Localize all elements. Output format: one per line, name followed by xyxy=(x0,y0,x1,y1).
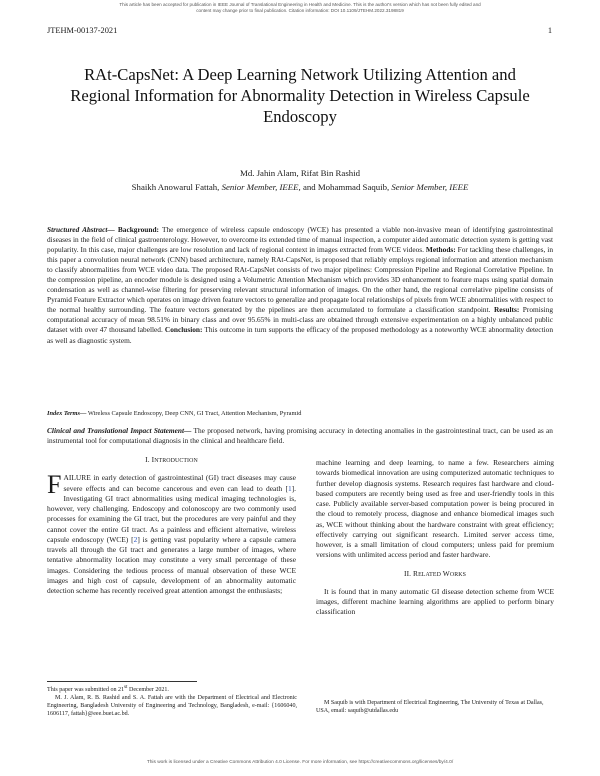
intro-text-a: AILURE in early detection of gastrointestinal (GI) tract diseases may cause severe effects and can become cancerous and even can lead to death [ xyxy=(63,473,296,493)
submission-text: This paper was submitted on 21 xyxy=(47,687,125,694)
intro-text-b: ]. Investigating GI tract abnormalities using medical imaging technologies is, however, very challenging. Endoscopy and colonoscopy are two commonly used processes for examining the GI tract, but the procedures are very painful and they cannot cover the entire GI tract. As a painless and efficient alternative, wireless capsule endoscopy (WCE) [ xyxy=(47,483,296,544)
index-terms-label: Index Terms— xyxy=(47,410,87,417)
authors-line-1: Md. Jahin Alam, Rifat Bin Rashid xyxy=(240,168,360,178)
authors-line-2 xyxy=(40,180,560,194)
footnote-submission xyxy=(47,684,297,695)
methods-label: Methods: xyxy=(425,245,456,255)
background-label: Background: xyxy=(117,225,159,234)
index-terms xyxy=(47,409,553,418)
heading-initial: I xyxy=(151,455,155,464)
notice-line-1: This article has been accepted for publication in IEEE Journal of Translational Engineering in Health and Medicine. This is the author's version which has not been fully edited and xyxy=(119,2,481,7)
impact-statement xyxy=(47,426,553,446)
impact-statement-text: The proposed network, having promising accuracy in detecting anomalies in the gastrointestinal tract, can be used as an instrumental tool for computational diagnosis in the clinical and healthcare field. xyxy=(47,426,553,445)
heading-initial-2: W xyxy=(442,568,450,578)
author-role-1: Senior Member, IEEE, xyxy=(221,182,301,192)
results-label: Results: xyxy=(493,305,520,315)
drop-cap: F xyxy=(47,470,62,500)
column-right xyxy=(316,458,554,618)
page-number: 1 xyxy=(547,26,552,35)
manuscript-id: JTEHM-00137-2021 xyxy=(47,26,118,35)
intro-continued: machine learning and deep learning, to name a few. Researchers aiming towards biomedical innovation are using computerized automatic techniques to further develop diagnosis systems. Research requires fast hardware and cloud-based computers are recently being used as free and user-friendly tools in this case. Publicly available server-based computation power is being procured in the cloud to remotely process, diagnose and enhance biomedical images such as, WCE without thinking about the hardware constraint with great efficiency; effectively carrying out significant research. Limited server access time, however, is a small limitation of cloud computers; unless paid for premium versions with unlimited access period and faster hardware. xyxy=(316,458,554,560)
heading-rest: NTRODUCTION xyxy=(154,458,198,464)
conclusion-label: Conclusion: xyxy=(164,325,203,335)
abstract-label: Structured Abstract— xyxy=(47,225,115,234)
section-number: II. xyxy=(404,568,412,578)
section-number: I. xyxy=(145,455,150,464)
notice-line-2: content may change prior to final publication. Citation information: DOI 10.1109/JTEHM.2022.3198819 xyxy=(196,8,404,14)
author-role-2: Senior Member, IEEE xyxy=(391,182,469,192)
methods-text: For tackling these challenges, in this paper a convolution neural network (CNN) based architecture, namely RAt-CapsNet, is proposed that reliably employs regional information and attention mechanism to classify abnormalities from WCE video data. The proposed RAt-CapsNet consists of two major pipelines: Compression Pipeline and Regional Correlative Pipeline. In the compression pipeline, an encoder module is designed using a Volumetric Attention Mechanism which provides 3D enhancement to feature maps using spatial domain condensation as well as channel-wise filtering for preserving relevant structural information of images. On the other hand, the regional correlative pipeline consists of Pyramid Feature Extractor which operates on image driven feature vectors to generalize and propagate local relationships of pixels from WCE abnormalities with respect to the normal healthy surrounding. The feature vectors generated by the pipelines are then accumulated to formulate a classification standpoint. xyxy=(47,245,553,315)
footnote-divider xyxy=(47,681,197,682)
author-fattah: Shaikh Anowarul Fattah, xyxy=(131,182,220,192)
heading-rest: ELATED xyxy=(418,571,441,578)
footnote-left xyxy=(47,684,297,719)
index-terms-text: Wireless Capsule Endoscopy, Deep CNN, GI Tract, Attention Mechanism, Pyramid xyxy=(87,410,302,417)
citation-link-1[interactable]: 1 xyxy=(287,483,292,493)
author-block xyxy=(40,166,560,194)
section-heading-introduction xyxy=(47,455,296,466)
heading-rest-2: ORKS xyxy=(449,571,466,578)
author-saquib: and Mohammad Saquib, xyxy=(302,182,390,192)
footnote-affiliation: M. J. Alam, R. B. Rashid and S. A. Fattah are with the Department of Electrical and Electronic Engineering, Bangladesh University of Engineering and Technology, Bangladesh, e-mail: {1606040, 1606117, fattah}@eee.buet.ac.bd. xyxy=(47,694,297,717)
footnote-right: M Saquib is with Department of Electrical Engineering, The University of Texas at Dallas, USA, email: saquib@utdallas.edu xyxy=(316,700,544,714)
heading-initial: R xyxy=(413,568,419,578)
background-text: The emergence of wireless capsule endoscopy (WCE) has presented a viable non-invasive mean of identifying gastrointestinal diseases in the field of clinical gastroenterology. However, to overcome its extended time of manual inspection, a computer aided automatic detection system is getting vast popularity. In this case, major challenges are low resolution and lack of regional context in images extracted from WCE videos. xyxy=(47,225,553,255)
paper-title: RAt-CapsNet: A Deep Learning Network Utilizing Attention and Regional Information for Abnormality Detection in Wireless Capsule Endoscopy xyxy=(70,65,530,126)
conclusion-text: This outcome in turn supports the efficacy of the proposed methodology as a noteworthy WCE abnormality detection as well as diagnostic system. xyxy=(47,325,553,345)
intro-paragraph xyxy=(47,470,296,596)
submission-date: December 2021. xyxy=(128,687,169,694)
submission-sup: st xyxy=(124,685,128,690)
results-text: Promising computational accuracy of mean 98.51% in binary class and over 95.65% in multi-class are obtained through extensive experimentation on a highly unbalanced public dataset with over 47 thousand labelled. xyxy=(47,305,553,335)
publication-notice xyxy=(0,2,600,14)
license-notice: This work is licensed under a Creative Commons Attribution 4.0 License. For more information, see https://creativecommons.org/licenses/by/4.0/ xyxy=(146,760,454,765)
intro-text-c: ] is getting vast popularity where a capsule camera travels all through the GI tract and generates a large number of images, where tentative abnormality location may constitute a very small percentage of these images. Considering the tedious process of manual observation of these WCE images and high cost of capsule, development of an abnormality automatic detection scheme has recently received great attention amongst the enthusiasts; xyxy=(47,534,296,595)
structured-abstract xyxy=(47,225,553,346)
column-left xyxy=(47,455,296,596)
impact-statement-label: Clinical and Translational Impact Statement— xyxy=(47,426,192,435)
related-works-paragraph: It is found that in many automatic GI disease detection scheme from WCE images, different machine learning algorithms are applied to perform binary classification xyxy=(316,586,554,617)
citation-link-2[interactable]: 2 xyxy=(133,534,138,544)
section-heading-related-works xyxy=(316,569,554,580)
